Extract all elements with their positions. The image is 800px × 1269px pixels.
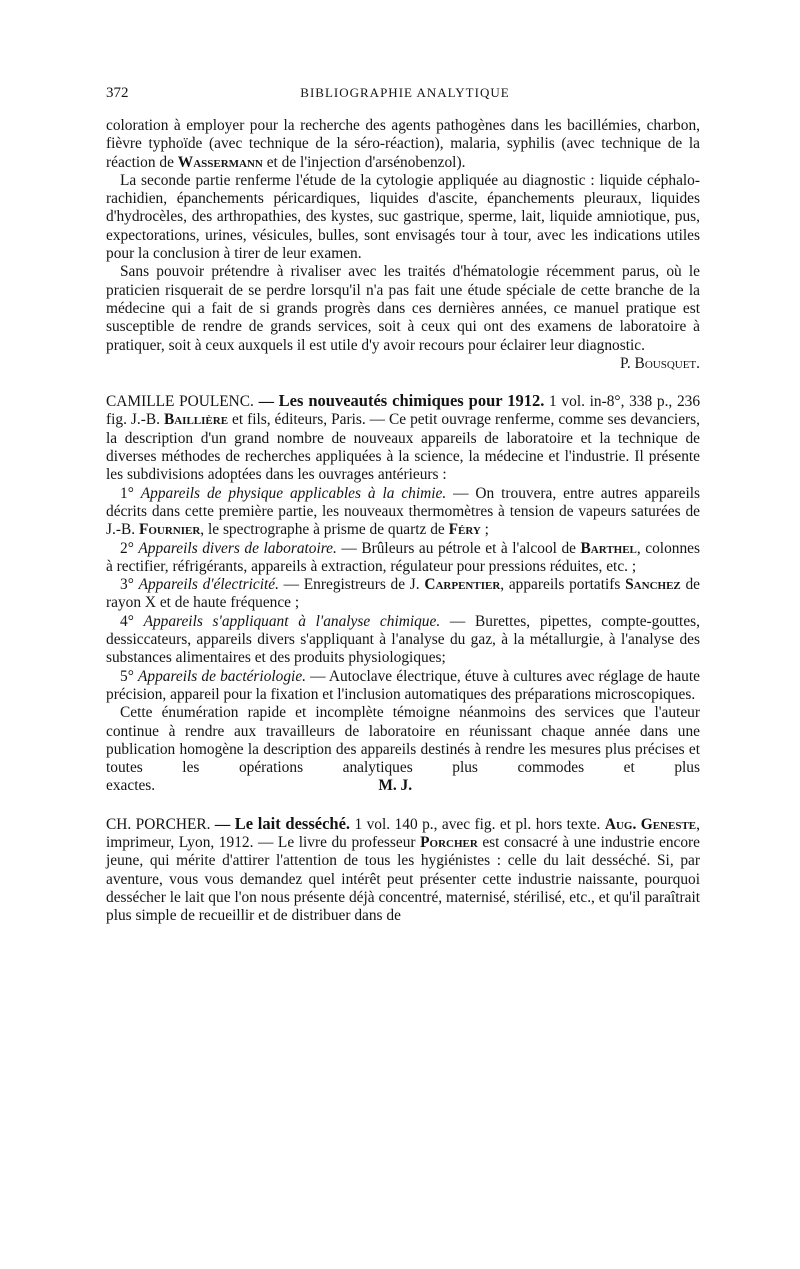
page-body <box>106 117 700 925</box>
review3-title: Le lait desséché. <box>234 813 351 833</box>
review2-author: CAMILLE POULENC. <box>106 393 254 411</box>
section-gap <box>106 796 700 815</box>
review3-author: CH. PORCHER. <box>106 815 211 833</box>
review2-item-1: 1° Appareils de physique applicables à la chimie. — On trouvera, entre autres appareils décrits dans cette première partie, les nouveaux thermomètres à tension de vapeurs saturées de J.-B. Fournier, le spectrographe à prisme de quartz de Féry ; <box>106 484 701 539</box>
review1-paragraph-1: coloration à employer pour la recherche des agents pathogènes dans les bacillémies, charbon, fièvre typhoïde (avec technique de la séro-réaction), malaria, syphilis (avec technique de la réaction de Wassermann et de l'injection d'arsénobenzol). <box>106 117 700 171</box>
review1-signature: P. Bousquet. <box>620 354 700 372</box>
review1-paragraph-3: Sans pouvoir prétendre à rivaliser avec les traités d'hématologie récemment parus, où le praticien risquerait de se perdre lorsqu'il n'a pas fait une étude spéciale de cette branche de la médecine qui a fait de si grands progrès dans ces dernières années, ce manuel pratique est susceptible de rendre de grands services, soit à ceux qui ont des examens de laboratoire à pratiquer, soit à ceux auxquels il est utile d'y avoir recours pour éclairer leur diagnostic. <box>106 263 700 354</box>
review2-item-2: 2° Appareils divers de laboratoire. — Brûleurs au pétrole et à l'alcool de Barthel, colonnes à rectifier, réfrigérants, appareils à extraction, régulateur pour pressions réduites, etc. ; <box>106 539 700 575</box>
page-number: 372 <box>106 85 129 101</box>
section-gap <box>106 373 700 392</box>
running-title: BIBLIOGRAPHIE ANALYTIQUE <box>300 85 510 100</box>
review1-paragraph-2: La seconde partie renferme l'étude de la cytologie appliquée au diagnostic : liquide céphalo-rachidien, épanchements péricardiques, liquides d'ascite, épanchements pleuraux, liquides d'hydrocèles, des arthropathies, des kystes, suc gastrique, sperme, lait, liquide amniotique, pus, expectorations, urines, vésicules, bulles, sont envisagés tour à tour, avec les indications utiles pour la conclusion à tirer de leur examen. <box>106 171 700 263</box>
page-header <box>106 85 704 107</box>
review2-item-3: 3° Appareils d'électricité. — Enregistreurs de J. Carpentier, appareils portatifs Sanchez de rayon X et de haute fréquence ; <box>106 576 700 612</box>
review2-item-5: 5° Appareils de bactériologie. — Autoclave électrique, étuve à cultures avec réglage de haute précision, appareil pour la fixation et l'inclusion automatiques des préparations microscopiques. <box>106 667 700 703</box>
review2-signature: M. J. <box>378 777 413 795</box>
review2-item-4: 4° Appareils s'appliquant à l'analyse chimique. — Burettes, pipettes, compte-gouttes, dessiccateurs, appareils divers s'appliquant à l'analyse du gaz, à la métallurgie, à l'analyse des substances alimentaires et des produits physiologiques; <box>106 612 700 667</box>
review2-conclusion: Cette énumération rapide et incomplète témoigne néanmoins des services que l'auteur continue à rendre aux travailleurs de laboratoire en réunissant chaque année dans une publication homogène la description des appareils destinés à rendre les mesures plus précises et toutes les opérations analytiques plus commodes et plus exactes. M. J. <box>106 704 700 795</box>
review2-title: Les nouveautés chimiques pour 1912. <box>278 391 545 411</box>
review2-entry: CAMILLE POULENC. — Les nouveautés chimiques pour 1912. 1 vol. in-8°, 338 p., 236 fig. J.-B. Baillière et fils, éditeurs, Paris. — Ce petit ouvrage renferme, comme ses devanciers, la description d'un grand nombre de nouveaux appareils de laboratoire et la technique de diverses méthodes de recherches appliquées à la science, la médecine et l'industrie. Il présente les subdivisions adoptées dans les ouvrages antérieurs : <box>106 391 701 484</box>
review3-entry: CH. PORCHER. — Le lait desséché. 1 vol. 140 p., avec fig. et pl. hors texte. Aug. Geneste, imprimeur, Lyon, 1912. — Le livre du professeur Porcher est consacré à une industrie encore jeune, qui mérite d'attirer l'attention de tous les hygiénistes : celle du lait desséché. Si, par aventure, vous vous demandez quel intérêt peut présenter cette industrie naissante, pourquoi dessécher le lait que l'on nous présente déjà concentré, maternisé, stérilisé, etc., et qu'il paraîtrait plus simple de recueillir et de distribuer dans de <box>106 813 700 925</box>
